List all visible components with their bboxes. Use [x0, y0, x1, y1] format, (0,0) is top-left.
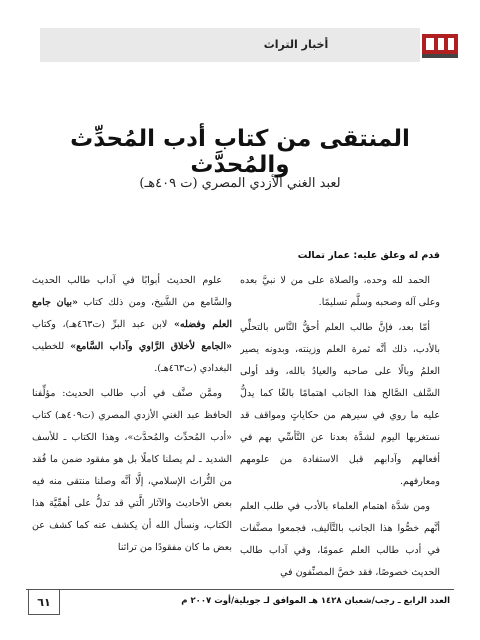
- text: للخطيب البغدادي (ت٤٦٣هـ).: [32, 341, 232, 374]
- column-left: [32, 270, 232, 578]
- article-subtitle: لعبد الغني الأزدي المصري (ت ٤٠٩هـ): [139, 176, 341, 191]
- footer-divider: [26, 589, 454, 590]
- book-title: «بيان جامع العلم وفضله»: [32, 297, 232, 330]
- text: لابن عبد البرِّ (ت٤٦٣هـ)، وكتاب: [32, 319, 174, 330]
- issue-info: العدد الرابع ـ رجب/شعبان ١٤٢٨ هـ الموافق لـ جويلية/أوت ٢٠٠٧ م: [181, 596, 450, 606]
- column-right: [240, 270, 440, 578]
- paragraph: الحمد لله وحده، والصلاة على من لا نبيَّ بعده وعلى آله وصحبه وسلَّم تسليمًا.: [240, 275, 440, 308]
- paragraph: أمّا بعد، فإنَّ طالب العلم أحقُّ النَّاس بالتحلِّي بالأدب، ذلك أنَّه ثمرة العلم وزينته، وبدونه يصير العلمُ وبالًا على صاحبه والعيادُ بالله، وقد أولى السَّلف الصَّالح هذا الجانب اهتمامًا بالغًا كما يدلُّ عليه ما روي في سيرهم من حكاياتٍ ومواقف قد نستغربها اليوم لشدَّة بعدنا عن التَّأسِّي بهم في أفعالهم وآدابهم قبل الاستفادة من علومهم ومعارفهم.: [240, 322, 440, 487]
- paragraph: وممَّن صنَّف في أدب طالب الحديث: مؤلِّفنا الحافظ عبد الغني الأزدي المصري (ت٤٠٩هـ) كتاب «أدب المُحدِّث والمُحدَّث»، وهذا الكتاب ـ للأسف الشديد ـ لم يصلنا كاملًا بل هو مفقود ضمن ما فُقد من التُّراث الإسلامي، إلَّا أنَّه وصلنا منتقى منه فيه بعض الأحاديث والآثار الَّتي قد تدلُّ على أهمِّيَّة هذا الكتاب، ونسأل الله أن يكشف عنه كما كشف عن بعض ما كان مفقودًا من تراثنا: [32, 388, 232, 553]
- header-band: [40, 28, 420, 62]
- paragraph: ومن شدَّة اهتمام العلماء بالأدب في طلب العلم أنَّهم خصُّوا هذا الجانب بالتَّآليف، فجمعوا مصنَّفات في أدب طالب العلم عمومًا، وفي آداب طالب الحديث خصوصًا، فقد خصَّ المصنِّفون في: [240, 501, 440, 578]
- section-label: أخبار التراث: [263, 38, 329, 51]
- magazine-logo: [420, 24, 460, 64]
- text: علوم الحديث أبوابًا في آداب طالب الحديث والسَّامع من الشَّيخ، ومن ذلك كتاب: [32, 275, 232, 308]
- paragraph: [32, 270, 232, 380]
- page-number: ٦١: [28, 590, 60, 615]
- article-title: المنتقى من كتاب أدب المُحدِّث والمُحدَّث: [70, 126, 410, 178]
- article-byline: قدم له وعلق عليه: عمار تمالت: [297, 250, 440, 261]
- book-title: «الجامع لأخلاق الرَّاوي وآداب السَّامع»: [70, 341, 232, 352]
